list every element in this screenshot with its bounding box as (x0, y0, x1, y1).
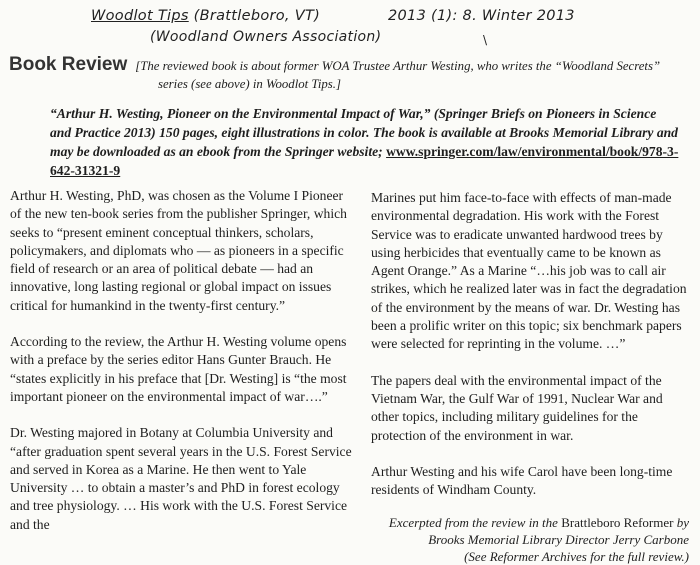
book-citation (50, 104, 680, 180)
paragraph: According to the review, the Arthur H. Westing volume opens with a preface by the series editor Hans Gunter Brauch. He “states explicitly in his preface that [Dr. Westing] is “the most important pioneer on the environmental impact of war….” (10, 334, 347, 404)
review-header (9, 56, 689, 75)
left-column (10, 187, 354, 552)
book-citation-text: “Arthur H. Westing, Pioneer on the Environmental Impact of War,” (Springer Briefs on Pioneers in Science and Practice 2013) 150 pages, eight illustrations in color. The book is available at Brooks Memorial Library and may be downloaded as an ebook from the Springer website; (50, 106, 678, 159)
paragraph: The papers deal with the environmental impact of the Vietnam War, the Gulf War of 1991, Nuclear War and other topics, including military guidelines for the protection of the environment in war. (371, 372, 663, 443)
handwritten-organization: (Woodland Owners Association) (150, 29, 382, 45)
newspaper-name: Brattleboro Reformer (561, 515, 674, 531)
review-note: [The reviewed book is about former WOA Trustee Arthur Westing, who writes the “Woodland Secrets” (135, 59, 661, 73)
review-title: Book Review (9, 54, 128, 75)
excerpt-note: (See Reformer Archives for the full review.) (464, 549, 689, 565)
paragraph: Arthur Westing and his wife Carol have been long-time residents of Windham County. (371, 463, 673, 498)
handwritten-citation: 2013 (1): 8. Winter 2013 (388, 8, 575, 24)
excerpt-suffix: by Brooks Memorial Library Director Jerry Carbone (428, 515, 689, 548)
excerpt-prefix: Excerpted from the review in the (388, 515, 558, 531)
paragraph: Marines put him face-to-face with effects of man-made environmental degradation. His work with the Forest Service was to eradicate unwanted hardwood trees by using herbicides that eventually came to be known as Agent Orange.” As a Marine “…his job was to call air strikes, which he realized later was in fact the degradation of the environment by the means of war. Dr. Westing has been a prolific writer on this topic; six benchmark papers were selected for reprinting in the volume. …” (371, 190, 687, 352)
right-column (371, 189, 689, 565)
book-url-link[interactable]: www.springer.com/law/environmental/book/978-3-642-31321-9 (50, 144, 679, 178)
handwritten-source (91, 8, 320, 24)
paragraph: Dr. Westing majored in Botany at Columbia University and “after graduation spent several years in the U.S. Forest Service and served in Korea as a Marine. He then went to Yale University … to obtain a master’s and PhD in forest ecology and tree physiology. … His work with the U.S. Forest Service and the (10, 425, 352, 532)
review-note-line2: series (see above) in Woodlot Tips.] (158, 77, 341, 91)
excerpt-credit (371, 514, 689, 565)
paragraph: Arthur H. Westing, PhD, was chosen as the Volume I Pioneer of the new ten-book series from the publisher Springer, which seeks to “present eminent conceptual thinkers, scholars, policymakers, and diplomats who — as pioneers in a specific field of research or an area of political debate — had an innovative, long lasting regional or global impact on issues critical for humankind in the twenty-first century.” (10, 188, 347, 313)
handwritten-source-place: (Brattleboro, VT) (188, 8, 321, 24)
handwritten-source-title: Woodlot Tips (91, 8, 189, 24)
handwritten-mark: \ (483, 33, 488, 47)
